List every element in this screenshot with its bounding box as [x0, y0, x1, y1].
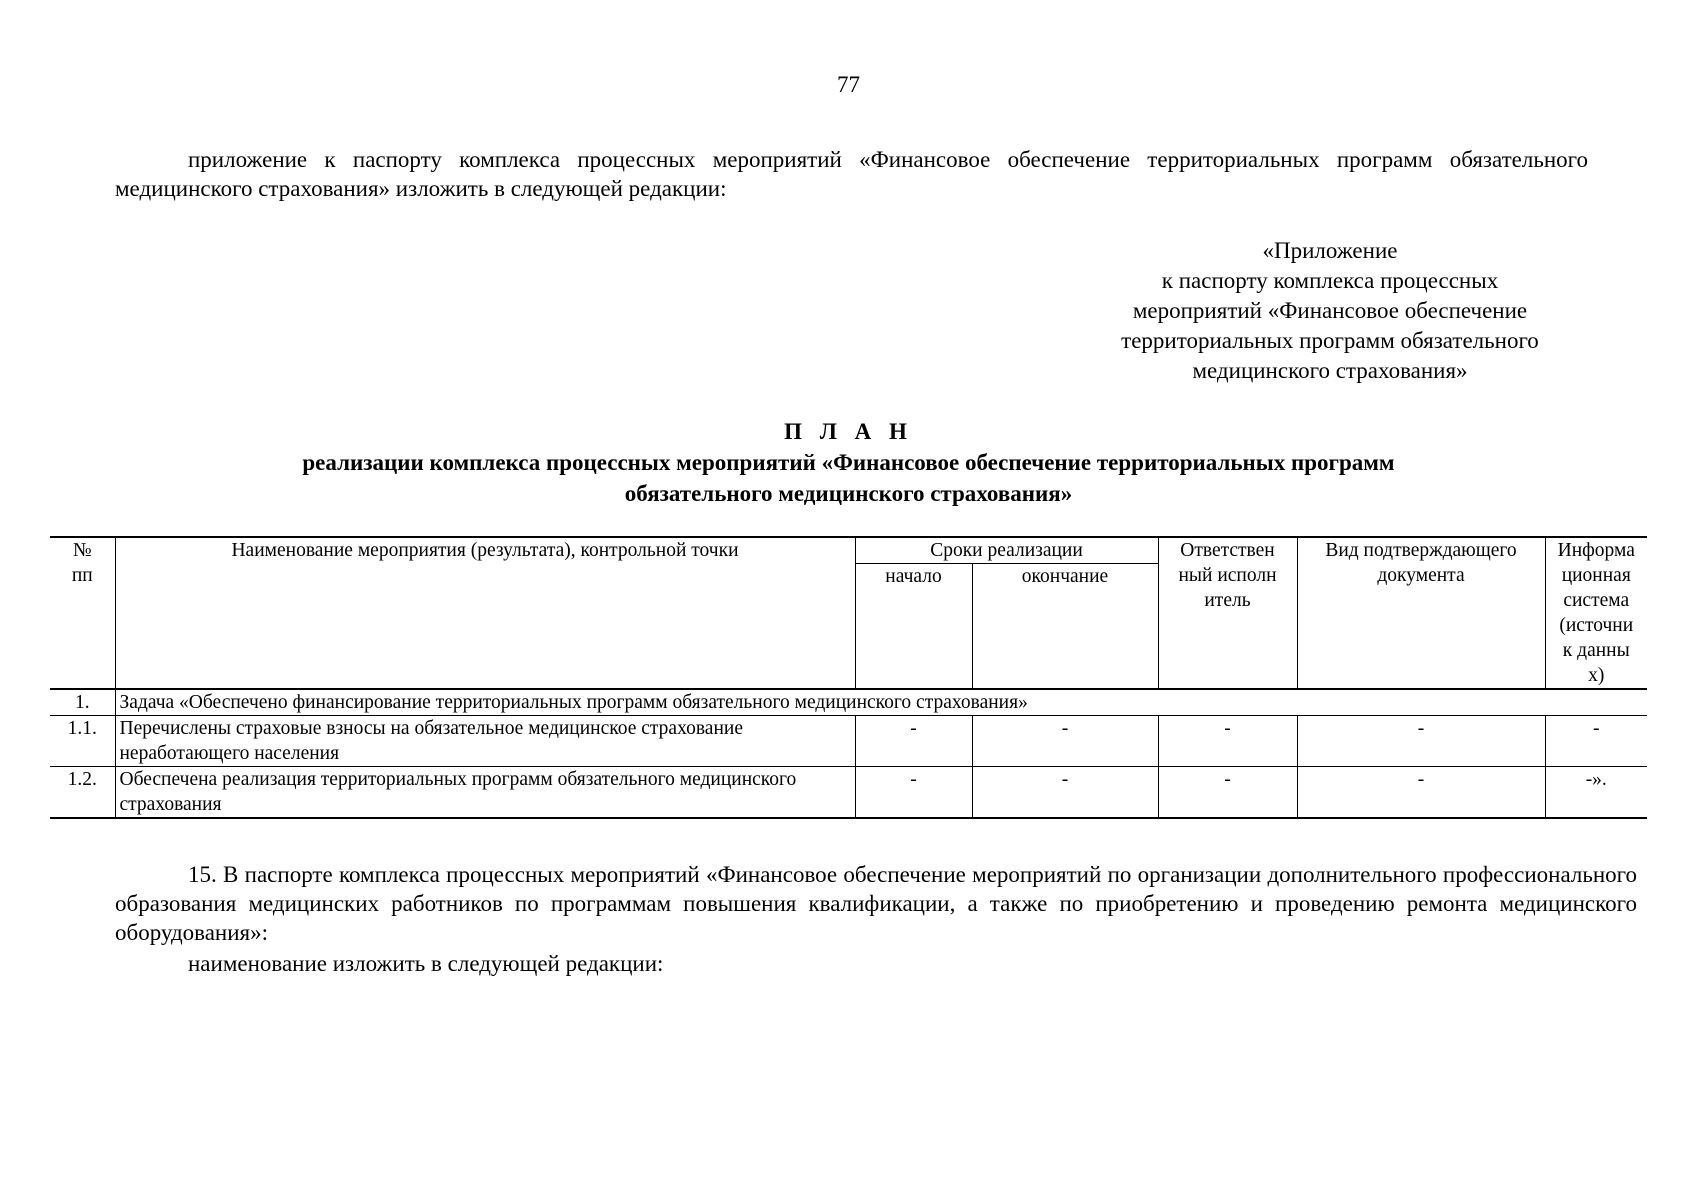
intro-paragraph: приложение к паспорту комплекса процессных мероприятий «Финансовое обеспечение территориальных программ обязательного медицинского страхования» изложить в следующей редакции: [115, 147, 1588, 201]
header-name: Наименование мероприятия (результата), контрольной точки [115, 537, 855, 689]
row-doc: - [1297, 767, 1545, 819]
row-responsible: - [1158, 716, 1297, 767]
row-end: - [972, 716, 1158, 767]
table-row [50, 716, 1647, 767]
header-terms: Сроки реализации [855, 537, 1158, 564]
appendix-line: медицинского страхования» [1192, 358, 1468, 383]
plan-subtitle: обязательного медицинского страхования» [624, 481, 1073, 506]
appendix-header [1090, 236, 1570, 386]
task-text: Задача «Обеспечено финансирование территориальных программ обязательного медицинского страхования» [115, 689, 1647, 716]
row-responsible: - [1158, 767, 1297, 819]
paragraph-15: 15. В паспорте комплекса процессных мероприятий «Финансовое обеспечение мероприятий по организации дополнительного профессионального образования медицинских работников по программам повышения квалификации, а также по приобретению и проведению ремонта медицинского оборудования»: [115, 862, 1637, 945]
row-info: -». [1545, 767, 1647, 819]
row-end: - [972, 767, 1158, 819]
plan-heading [0, 416, 1697, 509]
header-end: окончание [972, 564, 1158, 690]
row-name: Перечислены страховые взносы на обязательное медицинское страхование неработающего населения [115, 716, 855, 767]
row-name: Обеспечена реализация территориальных программ обязательного медицинского страхования [115, 767, 855, 819]
page-number: 77 [837, 72, 860, 97]
table-row [50, 767, 1647, 819]
plan-subtitle: реализации комплекса процессных мероприятий «Финансовое обеспечение территориальных программ [302, 450, 1395, 475]
task-num: 1. [50, 689, 115, 716]
row-num: 1.2. [50, 767, 115, 819]
task-row [50, 689, 1647, 716]
header-responsible: Ответственный исполнитель [1158, 537, 1297, 689]
row-start: - [855, 767, 972, 819]
plan-table [50, 536, 1647, 819]
row-start: - [855, 716, 972, 767]
row-num: 1.1. [50, 716, 115, 767]
plan-title: П Л А Н [784, 419, 913, 444]
closing-line: наименование изложить в следующей редакции: [188, 951, 664, 976]
header-doc: Вид подтверждающего документа [1297, 537, 1545, 689]
appendix-line: к паспорту комплекса процессных [1161, 268, 1499, 293]
appendix-line: «Приложение [1262, 238, 1398, 263]
header-num: № пп [50, 537, 115, 689]
header-start: начало [855, 564, 972, 690]
appendix-line: территориальных программ обязательного [1121, 328, 1539, 353]
row-doc: - [1297, 716, 1545, 767]
row-info: - [1545, 716, 1647, 767]
header-info: Информационная система (источник данных) [1545, 537, 1647, 689]
appendix-line: мероприятий «Финансовое обеспечение [1132, 298, 1528, 323]
